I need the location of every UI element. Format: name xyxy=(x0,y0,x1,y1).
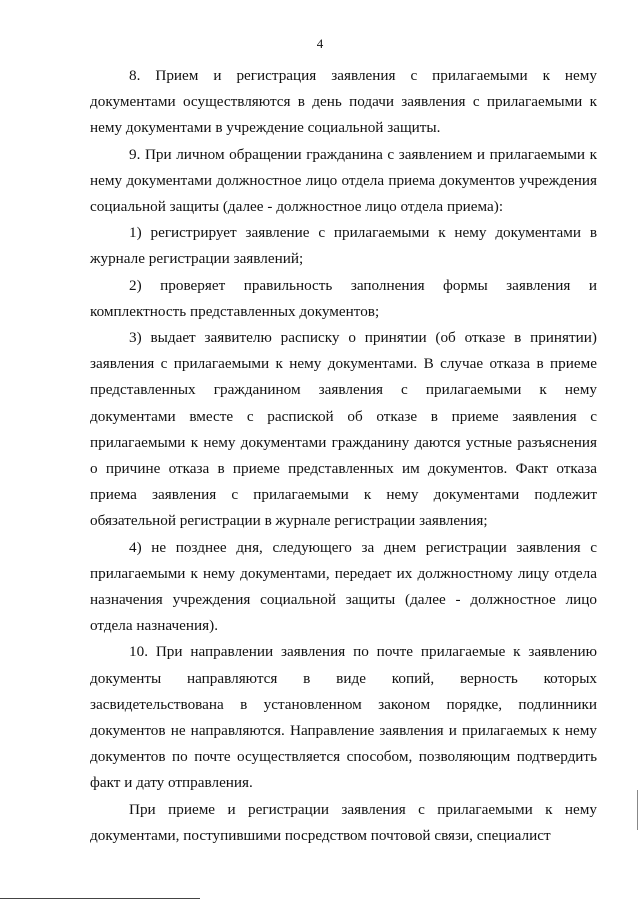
scan-edge-line xyxy=(0,898,200,899)
paragraph-8: 8. Прием и регистрация заявления с прилагаемыми к нему документами осуществляются в день подачи заявления с прилагаемыми к нему документами в учреждение социальной защиты. xyxy=(90,67,597,137)
page-number: 4 xyxy=(316,36,324,51)
list-item-1: 1) регистрирует заявление с прилагаемыми к нему документами в журнале регистрации заявлений; xyxy=(90,224,597,268)
paragraph-postal-intake: При приеме и регистрации заявления с прилагаемыми к нему документами, поступившими посредством почтовой связи, специалист xyxy=(90,800,597,844)
list-item-3: 3) выдает заявителю расписку о принятии (об отказе в принятии) заявления с прилагаемыми к нему документами. В случае отказа в приеме представленных гражданином заявления с прилагаемыми к нему документами вместе с распиской об отказе в приеме заявления с прилагаемыми к нему документами гражданину даются устные разъяснения о причине отказа в приеме представленных им документов. Факт отказа приема заявления с прилагаемыми к нему документами подлежит обязательной регистрации в журнале регистрации заявления; xyxy=(90,329,597,530)
document-body xyxy=(90,63,597,849)
paragraph-10: 10. При направлении заявления по почте прилагаемые к заявлению документы направляются в виде копий, верность которых засвидетельствована в установленном законом порядке, подлинники документов не направляются. Направление заявления и прилагаемых к нему документов по почте осуществляется способом, позволяющим подтвердить факт и дату отправления. xyxy=(90,643,597,792)
list-item-2: 2) проверяет правильность заполнения формы заявления и комплектность представленных документов; xyxy=(90,276,597,320)
scan-edge-mark xyxy=(637,790,638,830)
list-item-4: 4) не позднее дня, следующего за днем регистрации заявления с прилагаемыми к нему документами, передает их должностному лицу отдела назначения учреждения социальной защиты (далее - должностное лицо отдела назначения). xyxy=(90,538,597,635)
paragraph-9: 9. При личном обращении гражданина с заявлением и прилагаемыми к нему документами должностное лицо отдела приема документов учреждения социальной защиты (далее - должностное лицо отдела приема): xyxy=(90,145,597,216)
